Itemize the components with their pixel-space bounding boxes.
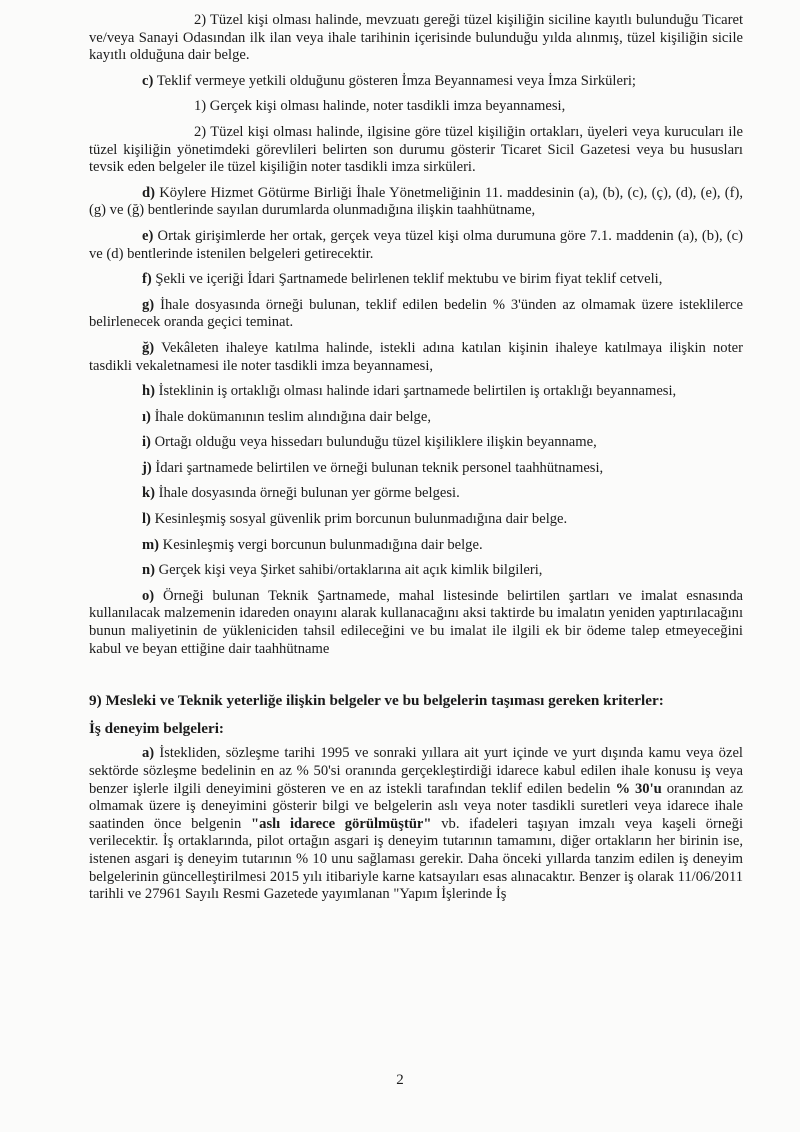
item-m [89,537,743,555]
item-marker: d) [142,184,155,201]
item-f [89,271,743,289]
item-marker: a) [142,745,155,762]
item-marker: i) [142,434,151,451]
item-j [89,460,743,478]
item-marker: k) [142,485,155,502]
item-g-breve [89,340,743,375]
item-text: İhale dosyasında örneği bulunan yer görme belgesi. [154,485,460,502]
item-text: Ortağı olduğu veya hissedarı bulunduğu tüzel kişiliklere ilişkin beyanname, [150,434,597,451]
item-marker: j) [142,459,152,476]
item-k [89,485,743,503]
item-c [89,73,743,91]
item-o [89,588,743,658]
item-text: Ortak girişimlerde her ortak, gerçek veya tüzel kişi olma durumuna göre 7.1. maddenin (a), (b), (c) ve (d) bentlerinde istenilen belgeleri getirecektir. [89,227,743,262]
page-number: 2 [396,1072,404,1088]
item-text: Örneği bulunan Teknik Şartnamede, mahal listesinde belirtilen şartları ve imalat esnasında kullanılacak malzemenin idareden onayını alarak kullanacağını aksi taktirde bu imalatın yeniden yaptırılacağını bunun maliyetinin de yükleniciden tahsil edileceğini ve bu imalat ile ilgili ek bir ödeme talep etmeyeceğini kabul ve beyan ettiğine dair taahhütname [89,587,743,657]
text-bold-seen-original: "aslı idarece görülmüştür" [251,815,432,832]
item-text: Teklif vermeye yetkili olduğunu gösteren İmza Beyannamesi veya İmza Sirküleri; [153,72,636,89]
item-text: Gerçek kişi veya Şirket sahibi/ortaklarına ait açık kimlik bilgileri, [154,562,543,579]
item-dotless-i [89,409,743,427]
item-text: İhale dosyasında örneği bulunan, teklif edilen bedelin % 3'ünden az olmamak üzere isteklilerce belirlenecek oranda geçici teminat. [89,296,743,331]
item-marker: g) [142,296,155,313]
text-part-2: oranından az olmamak üzere iş deneyimini gösterir bilgi ve belgelerin aslı veya noter tasdikli suretleri veya idarece ihale saatinden önce belgenin [89,780,743,832]
paragraph-work-experience-a [89,745,743,903]
item-marker: n) [142,562,155,579]
item-g [89,297,743,332]
item-marker: m) [142,536,160,553]
item-h [89,383,743,401]
subheading-work-experience: İş deneyim belgeleri: [89,719,224,737]
item-text: Kesinleşmiş vergi borcunun bulunmadığına dair belge. [159,536,483,553]
item-marker: ı) [142,408,151,425]
item-n [89,562,743,580]
item-marker: ğ) [142,339,155,356]
item-text: Vekâleten ihaleye katılma halinde, istekli adına katılan kişinin ihaleye katılmaya ilişkin noter tasdikli vekaletnamesi ile noter tasdikli imza beyannamesi, [89,339,743,374]
text-bold-percent: % 30'u [615,780,662,797]
item-i [89,434,743,452]
item-text: İsteklinin iş ortaklığı olması halinde idari şartnamede belirtilen iş ortaklığı beyannamesi, [154,383,677,400]
subitem-1: 1) Gerçek kişi olması halinde, noter tasdikli imza beyannamesi, [194,98,566,115]
item-marker: e) [142,227,154,244]
paragraph-legal-entity-registry: 2) Tüzel kişi olması halinde, mevzuatı gereği tüzel kişiliğin siciline kayıtlı bulunduğu Ticaret ve/veya Sanayi Odasından ilk ilan veya ihale tarihinin içerisinde bulunduğu yılda alınmış, tüzel kişiliğin sicile kayıtlı olduğuna dair belge. [89,12,743,64]
item-marker: c) [142,72,154,89]
section-heading: 9) Mesleki ve Teknik yeterliğe ilişkin belgeler ve bu belgelerin taşıması gereken kriterler: [89,692,664,710]
subitem-2: 2) Tüzel kişi olması halinde, ilgisine göre tüzel kişiliğin ortakları, üyeleri veya kurucuları ile tüzel kişiliğin yönetimdeki görevlileri belirten son durumu gösterir Ticaret Sicil Gazetesi veya bu hususları tevsik eden belgeler ile tüzel kişiliğin noter tasdikli imza sirküleri. [89,123,743,176]
text-part-3: vb. ifadeleri taşıyan imzalı veya kaşeli örneği verilecektir. İş ortaklarında, pilot ortağın asgari iş deneyim tutarının tamamını, diğer ortakların her birinin ise, istenen asgari iş deneyim tutarının % 10 unu sağlaması gerekir. Daha önceki yıllarda tanzim edilen iş deneyim belgelerinin güncelleştirilmesi 2015 yılı itibariyle karne katsayıları esas alınacaktır. Benzer iş olarak 11/06/2011 tarihli ve 27961 Sayılı Resmi Gazetede yayımlanan "Yapım İşlerinde İş [89,815,743,903]
item-marker: h) [142,383,155,400]
document-body [89,12,743,904]
item-text: İhale dokümanının teslim alındığına dair belge, [150,408,431,425]
item-text: Şekli ve içeriği İdari Şartnamede belirlenen teklif mektubu ve birim fiyat teklif cetveli, [151,271,663,288]
item-text: İdari şartnamede belirtilen ve örneği bulunan teknik personel taahhütnamesi, [151,459,604,476]
item-marker: l) [142,511,151,528]
item-marker: o) [142,587,155,604]
item-l [89,511,743,529]
item-marker: f) [142,271,152,288]
item-d [89,185,743,220]
item-text: Köylere Hizmet Götürme Birliği İhale Yönetmeliğinin 11. maddesinin (a), (b), (c), (ç), (d), (e), (f), (g) ve (ğ) bentlerinde sayılan durumlarda olunmadığına ilişkin taahhütname, [89,184,743,219]
item-e [89,228,743,263]
text-part-1: İstekliden, sözleşme tarihi 1995 ve sonraki yıllara ait yurt içinde ve yurt dışında kamu veya özel sektörde sözleşme bedelinin en az % 50'si oranında gerçekleştirdiği idarece kabul edilen ihale konusu iş veya benzer işlerle ilgili deneyimini gösteren ve en az istekli tarafından teklif edilen bedelin [89,745,743,797]
item-text: Kesinleşmiş sosyal güvenlik prim borcunun bulunmadığına dair belge. [150,511,568,528]
